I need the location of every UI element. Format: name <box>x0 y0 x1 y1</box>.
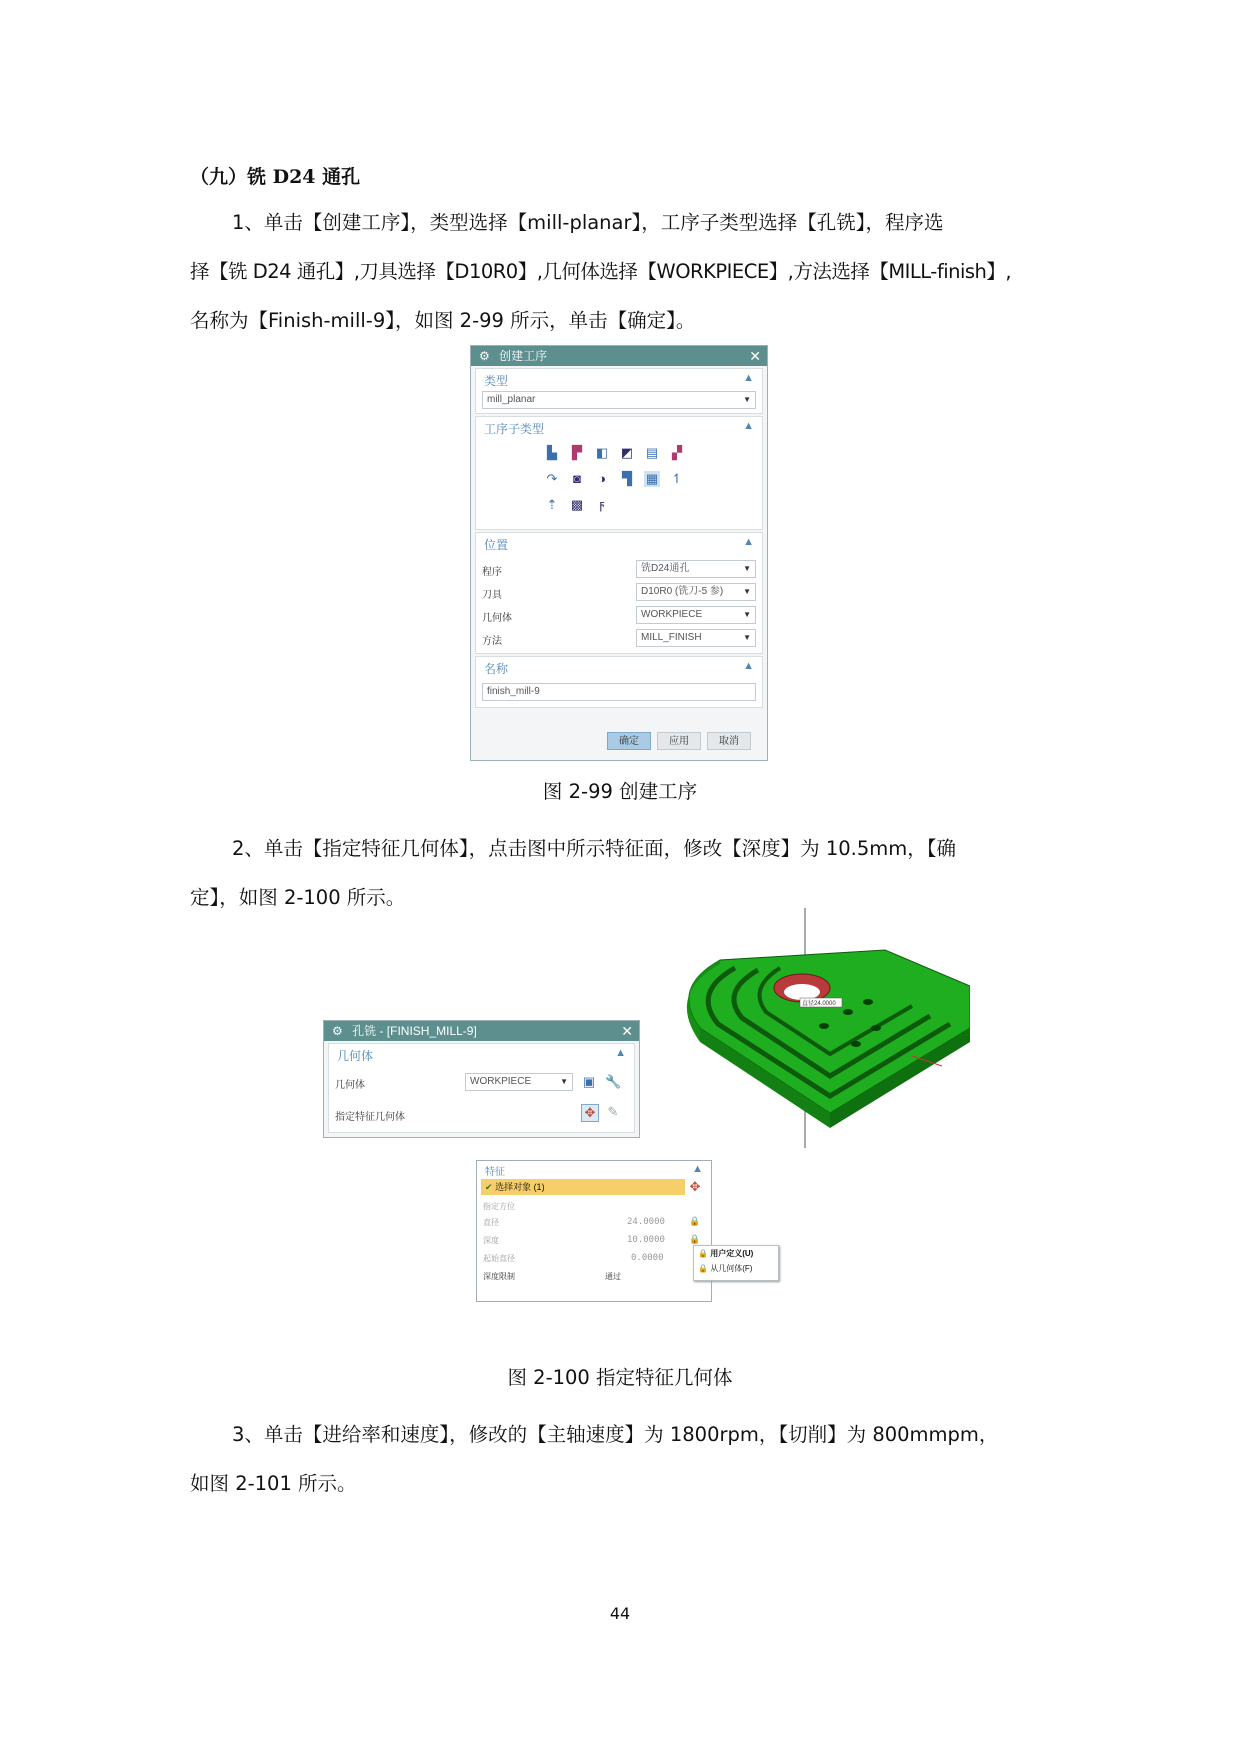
program-value: 铣D24通孔 <box>641 563 690 574</box>
depth-limit-value[interactable]: 通过 <box>605 1272 621 1281</box>
tool-value: D10R0 (铣刀-5 参) <box>641 586 724 597</box>
diameter-label: 直径 <box>483 1218 499 1227</box>
check-icon: ✔ <box>485 1182 493 1192</box>
dialog-titlebar <box>324 1021 639 1041</box>
subtype-icon-grid <box>544 445 704 525</box>
subtype-icon[interactable]: ⇡ <box>546 497 558 512</box>
ok-button[interactable]: 确定 <box>607 732 651 750</box>
dialog-title: 创建工序 <box>499 349 548 363</box>
subtype-icon[interactable]: ϝ <box>599 497 605 512</box>
type-select-value: mill_planar <box>487 394 536 405</box>
create-operation-dialog <box>470 345 768 761</box>
chevron-down-icon: ▼ <box>560 1077 568 1086</box>
cancel-button[interactable]: 取消 <box>707 732 751 750</box>
page-number: 44 <box>609 1604 631 1623</box>
lock-icon: 🔒 <box>698 1249 708 1258</box>
paragraph-3 <box>190 1410 1060 1508</box>
chevron-down-icon: ▼ <box>743 584 751 600</box>
depth-context-menu <box>693 1245 779 1281</box>
chevron-down-icon: ▼ <box>743 633 751 642</box>
type-section-header[interactable]: 类型 <box>484 374 509 388</box>
subtype-icon[interactable]: ▤ <box>645 445 659 460</box>
lock-icon[interactable]: 🔒 <box>689 1216 701 1226</box>
para2-line1: 2、单击【指定特征几何体】，点击图中所示特征面，修改【深度】为 10.5mm，【确 <box>232 837 957 860</box>
method-label: 方法 <box>482 636 502 647</box>
geometry-select[interactable] <box>465 1073 573 1091</box>
location-section <box>475 532 763 654</box>
tool-label: 刀具 <box>482 590 502 601</box>
hole-milling-icon[interactable]: ▦ <box>645 471 659 486</box>
close-icon[interactable]: ✕ <box>621 1023 633 1039</box>
program-select[interactable] <box>636 560 756 578</box>
para3-line1: 3、单击【进给率和速度】，修改的【主轴速度】为 1800rpm，【切削】为 800mmpm， <box>232 1423 999 1446</box>
subtype-section <box>475 416 763 530</box>
geometry-label: 几何体 <box>482 613 512 624</box>
subtype-icon[interactable]: ◑ <box>598 471 606 486</box>
paragraph-1 <box>190 198 1060 345</box>
subtype-icon[interactable]: ▩ <box>570 497 584 512</box>
para1-line1: 1、单击【创建工序】，类型选择【mill-planar】，工序子类型选择【孔铣】，程序选 <box>232 211 944 234</box>
chevron-down-icon: ▼ <box>743 395 751 404</box>
select-object-row[interactable] <box>481 1179 685 1195</box>
apply-button[interactable]: 应用 <box>657 732 701 750</box>
geometry-value: WORKPIECE <box>641 609 703 620</box>
name-value: finish_mill-9 <box>487 686 540 697</box>
para2-line2: 定】，如图 2-100 所示。 <box>190 886 406 909</box>
specify-feature-geometry-icon[interactable]: ✥ <box>581 1104 599 1122</box>
start-diameter-label: 起始直径 <box>483 1254 515 1263</box>
depth-value[interactable]: 10.0000 <box>627 1235 665 1245</box>
lock-icon: 🔒 <box>698 1264 708 1273</box>
gear-icon: ⚙ <box>479 349 490 363</box>
chevron-down-icon: ▼ <box>743 610 751 619</box>
start-diameter-value: 0.0000 <box>631 1253 664 1263</box>
subtype-icon[interactable]: ▜ <box>622 471 632 486</box>
hole-milling-dialog <box>323 1020 640 1138</box>
collapse-caret-icon[interactable]: ▲ <box>615 1047 626 1059</box>
subtype-icon[interactable]: ▞ <box>672 445 682 460</box>
close-icon[interactable]: ✕ <box>749 348 761 364</box>
menu-item-user-defined[interactable] <box>694 1246 778 1261</box>
lock-icon[interactable]: 🔒 <box>689 1234 701 1244</box>
figure-2-100-caption: 图 2-100 指定特征几何体 <box>507 1366 733 1389</box>
edit-wrench-icon[interactable]: 🔧 <box>605 1074 622 1089</box>
specify-feature-label: 指定特征几何体 <box>335 1112 405 1123</box>
menu-item-from-geometry[interactable] <box>694 1261 778 1276</box>
geometry-value: WORKPIECE <box>470 1076 532 1087</box>
section-title: （九）铣 D24 通孔 <box>190 166 361 188</box>
name-section-header[interactable]: 名称 <box>484 662 509 676</box>
collapse-caret-icon[interactable]: ▲ <box>743 420 754 432</box>
subtype-icon[interactable]: ◧ <box>595 445 609 460</box>
menu-item-user-defined-label: 用户定义(U) <box>710 1249 754 1258</box>
new-geometry-icon[interactable]: ▣ <box>582 1074 596 1089</box>
subtype-icon[interactable]: ◙ <box>573 471 581 486</box>
collapse-caret-icon[interactable]: ▲ <box>743 372 754 384</box>
geometry-select[interactable] <box>636 606 756 624</box>
feature-section-header[interactable]: 特征 <box>485 1167 505 1178</box>
chevron-down-icon: ▼ <box>743 564 751 573</box>
small-hole <box>819 1023 829 1029</box>
menu-item-from-geometry-label: 从几何体(F) <box>710 1264 753 1273</box>
subtype-icon[interactable]: ◩ <box>620 445 634 460</box>
para1-line2: 择【铣 D24 通孔】,刀具选择【D10R0】,几何体选择【WORKPIECE】,方法选择【MILL-finish】, <box>190 260 1012 283</box>
select-object-label: 选择对象 (1) <box>495 1182 545 1192</box>
feature-panel <box>476 1160 754 1302</box>
name-input[interactable] <box>482 683 756 701</box>
diameter-tag: 直径24.0000 <box>802 1001 836 1007</box>
feature-select-icon[interactable]: ✥ <box>689 1179 701 1194</box>
collapse-caret-icon[interactable]: ▲ <box>743 536 754 548</box>
method-value: MILL_FINISH <box>641 632 702 643</box>
method-select[interactable] <box>636 629 756 647</box>
subtype-section-header[interactable]: 工序子类型 <box>484 422 545 436</box>
collapse-caret-icon[interactable]: ▲ <box>692 1163 703 1175</box>
dialog-title: 孔铣 - [FINISH_MILL-9] <box>352 1024 477 1038</box>
subtype-icon[interactable]: ▛ <box>572 445 582 460</box>
small-hole <box>863 999 873 1005</box>
geometry-section <box>328 1043 635 1133</box>
part-3d-model[interactable] <box>680 908 970 1148</box>
subtype-icon[interactable]: ↿ <box>671 471 683 486</box>
small-hole <box>843 1009 853 1015</box>
name-section <box>475 656 763 708</box>
dialog-titlebar <box>471 346 767 366</box>
tool-select[interactable] <box>636 583 756 601</box>
subtype-icon[interactable]: ▙ <box>547 445 557 460</box>
diameter-value: 24.0000 <box>627 1217 665 1227</box>
gear-icon: ⚙ <box>332 1024 343 1038</box>
subtype-icon[interactable]: ↷ <box>546 471 558 486</box>
depth-label: 深度 <box>483 1236 499 1245</box>
program-label: 程序 <box>482 567 502 578</box>
para1-line3: 名称为【Finish-mill-9】，如图 2-99 所示，单击【确定】。 <box>190 309 696 332</box>
para3-line2: 如图 2-101 所示。 <box>190 1472 357 1495</box>
small-hole <box>871 1025 881 1031</box>
figure-2-99-caption: 图 2-99 创建工序 <box>542 780 698 803</box>
geometry-section-header[interactable]: 几何体 <box>337 1049 374 1063</box>
depth-limit-label: 深度限制 <box>483 1272 515 1281</box>
orientation-hint: 指定方位 <box>483 1202 515 1211</box>
display-flashlight-icon[interactable]: ✎ <box>607 1104 619 1119</box>
collapse-caret-icon[interactable]: ▲ <box>743 660 754 672</box>
type-section <box>475 368 763 414</box>
location-section-header[interactable]: 位置 <box>484 538 509 552</box>
type-select[interactable] <box>482 391 756 409</box>
geometry-label: 几何体 <box>335 1080 365 1091</box>
small-hole <box>851 1041 861 1047</box>
through-hole-opening <box>784 984 820 1000</box>
